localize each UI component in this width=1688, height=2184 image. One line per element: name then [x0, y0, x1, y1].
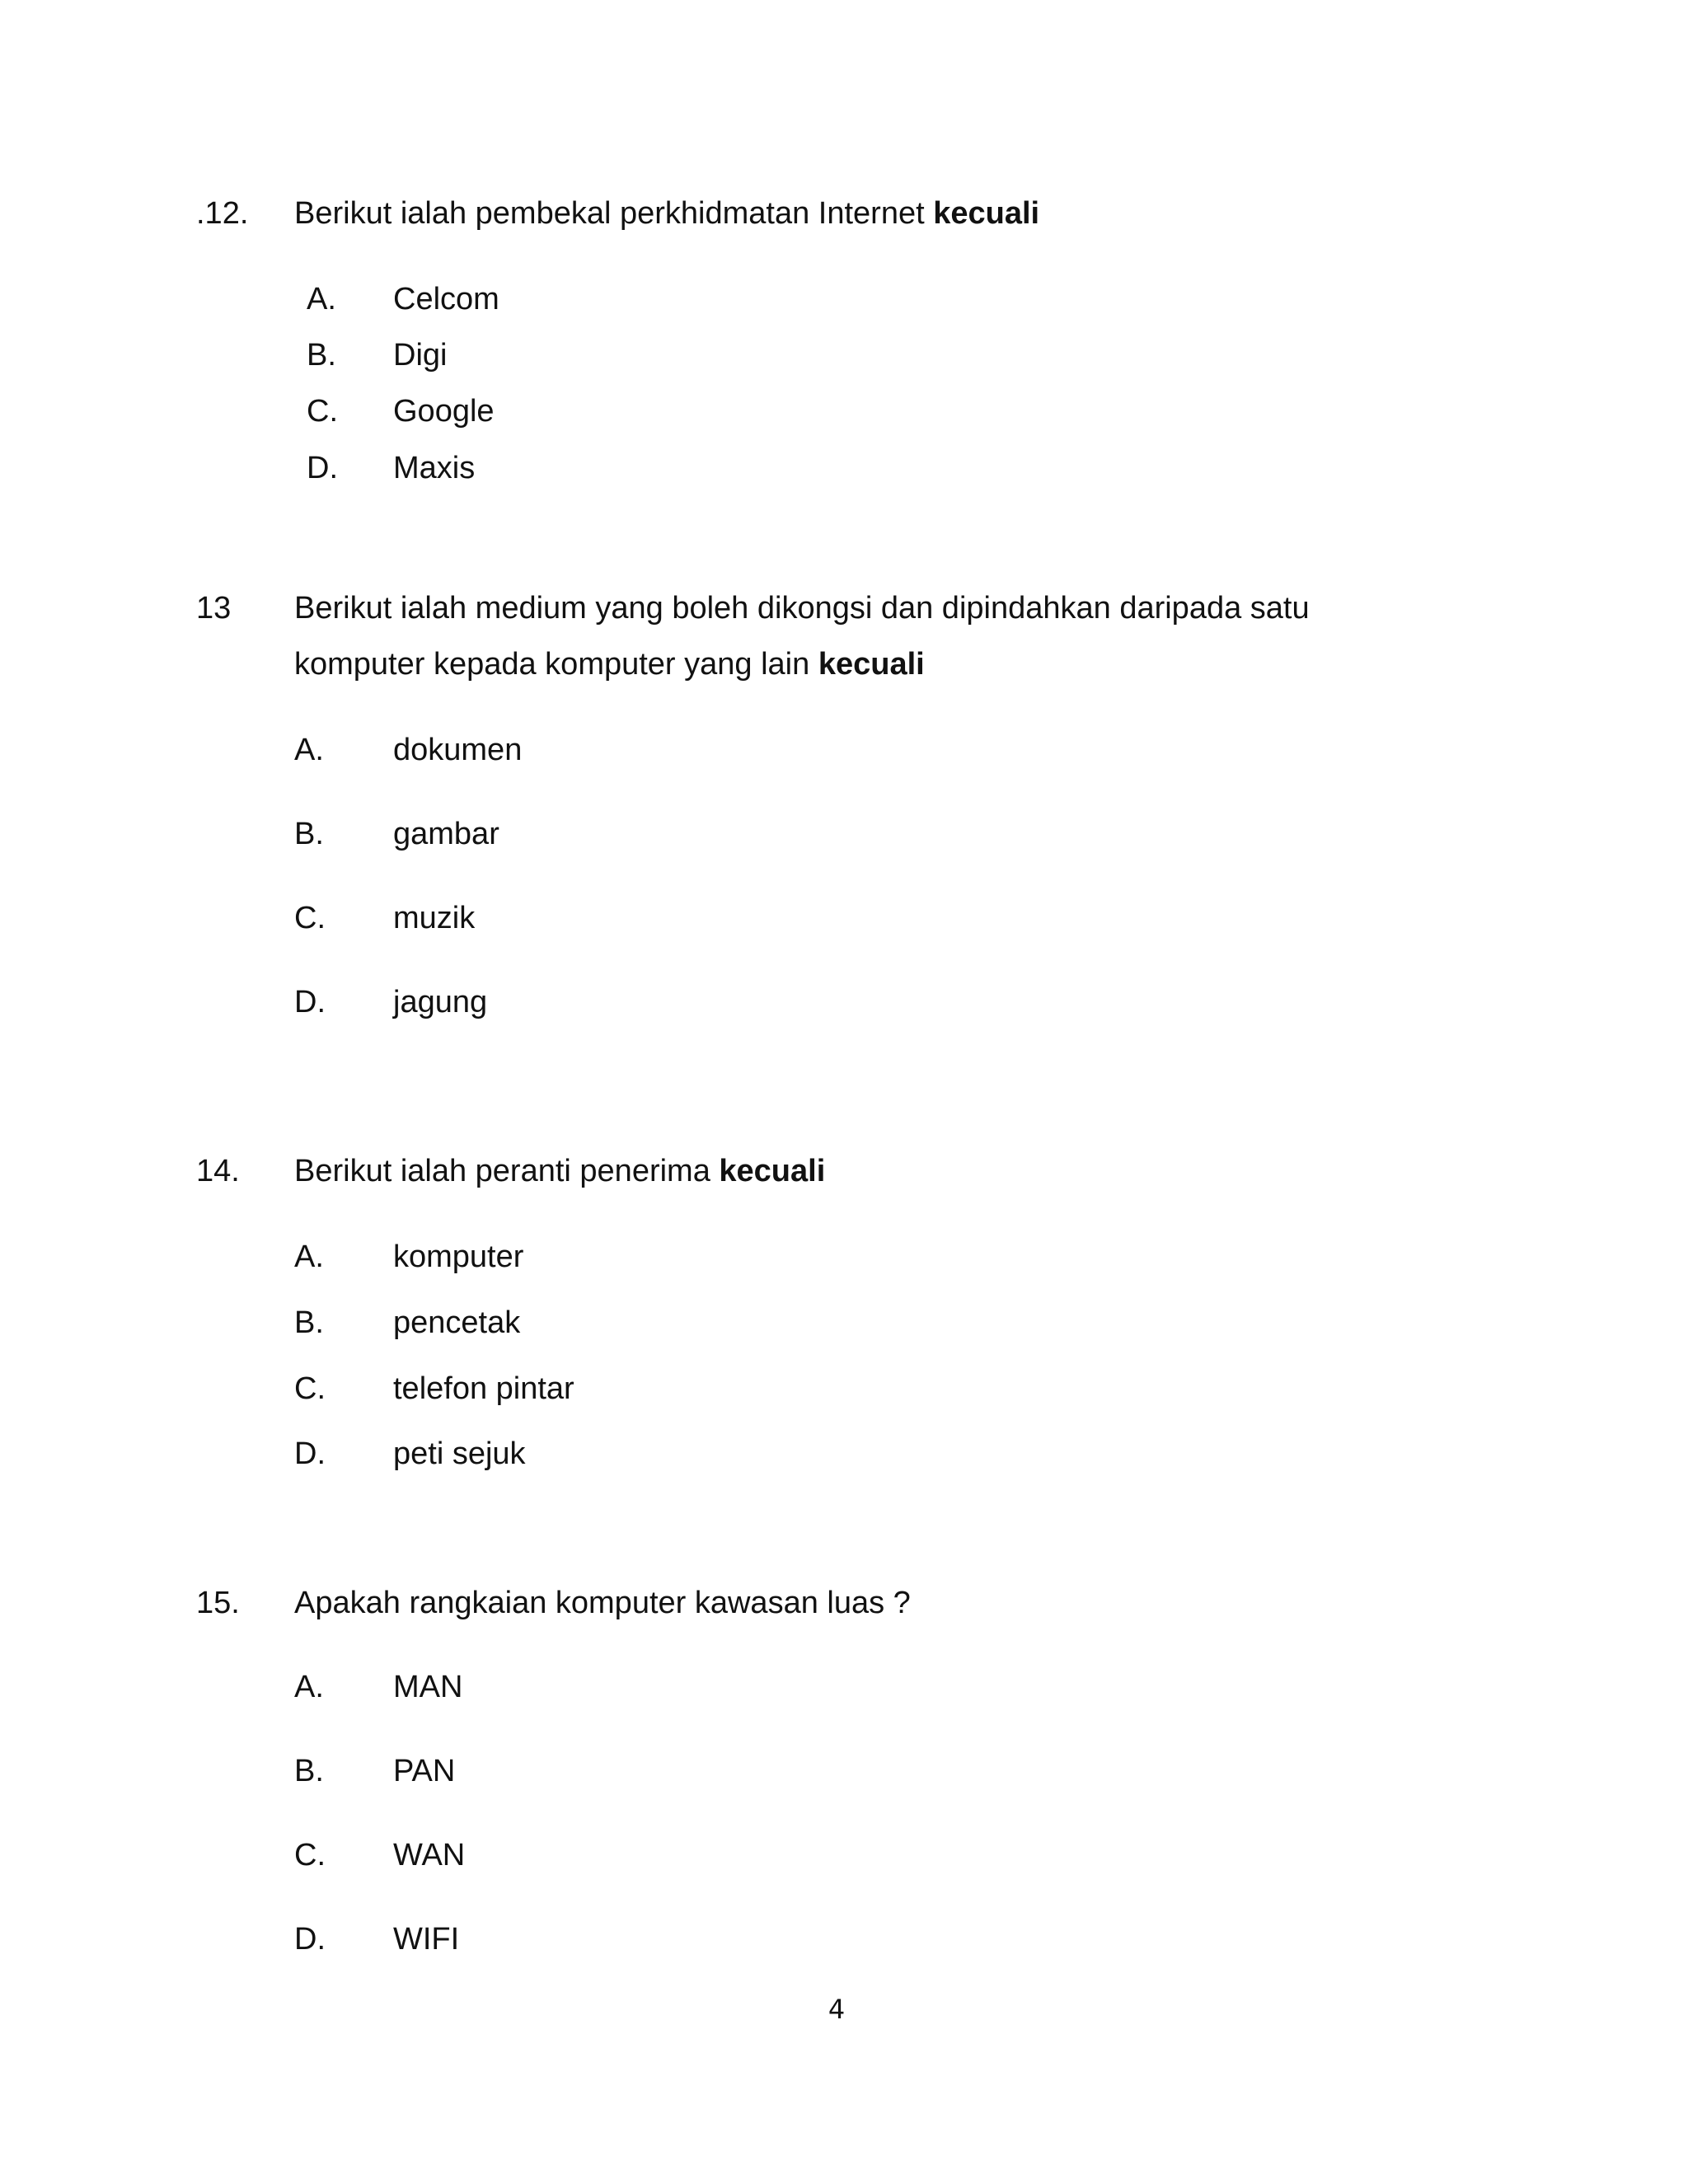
question-12-text: Berikut ialah pembekal perkhidmatan Internet kecuali — [294, 196, 1040, 231]
question-14-option-a-label: A. — [294, 1240, 324, 1274]
question-12-option-a-label: A. — [307, 282, 336, 316]
question-15-text: Apakah rangkaian komputer kawasan luas ? — [294, 1586, 911, 1620]
question-15-option-a-text: MAN — [393, 1670, 463, 1704]
question-15-number: 15. — [196, 1586, 240, 1620]
question-13-option-c-text: muzik — [393, 901, 476, 935]
question-12-option-a-text: Celcom — [393, 282, 499, 316]
question-12-option-c-text: Google — [393, 394, 495, 429]
question-12-number: .12. — [196, 196, 249, 231]
question-15-option-a-label: A. — [294, 1670, 324, 1704]
question-12-option-b-label: B. — [307, 338, 336, 373]
question-15-option-d-label: D. — [294, 1922, 326, 1957]
page-number: 4 — [828, 1994, 846, 2025]
question-12-option-d-label: D. — [307, 451, 338, 485]
question-13-emphasis: kecuali — [818, 647, 925, 682]
question-13-option-a-label: A. — [294, 733, 324, 767]
question-14-text: Berikut ialah peranti penerima kecuali — [294, 1154, 826, 1188]
question-13-option-d-text: jagung — [393, 985, 488, 1019]
question-13-option-a-text: dokumen — [393, 733, 523, 767]
question-14-option-b-text: pencetak — [393, 1305, 521, 1340]
question-13-text-line-1: Berikut ialah medium yang boleh dikongsi dan dipindahkan daripada satu — [294, 591, 1310, 626]
question-13-text-line-2: komputer kepada komputer yang lain kecuali — [294, 647, 925, 682]
question-14-option-b-label: B. — [294, 1305, 324, 1340]
question-13-option-b-text: gambar — [393, 817, 499, 851]
question-14-option-d-label: D. — [294, 1436, 326, 1471]
question-14-number: 14. — [196, 1154, 240, 1188]
question-13-number: 13 — [196, 591, 232, 626]
question-15-option-c-text: WAN — [393, 1838, 466, 1872]
question-12-option-d-text: Maxis — [393, 451, 476, 485]
question-13-option-c-label: C. — [294, 901, 326, 935]
question-14-option-d-text: peti sejuk — [393, 1436, 526, 1471]
question-15-option-d-text: WIFI — [393, 1922, 460, 1957]
question-14-option-c-label: C. — [294, 1371, 326, 1406]
question-12-emphasis: kecuali — [933, 196, 1040, 231]
question-15-option-b-label: B. — [294, 1754, 324, 1788]
question-12-option-c-label: C. — [307, 394, 338, 429]
question-14-emphasis: kecuali — [719, 1154, 826, 1188]
question-12-option-b-text: Digi — [393, 338, 448, 373]
question-15-option-c-label: C. — [294, 1838, 326, 1872]
question-15-option-b-text: PAN — [393, 1754, 456, 1788]
question-13-option-d-label: D. — [294, 985, 326, 1019]
question-14-option-c-text: telefon pintar — [393, 1371, 574, 1406]
question-14-option-a-text: komputer — [393, 1240, 524, 1274]
question-13-option-b-label: B. — [294, 817, 324, 851]
